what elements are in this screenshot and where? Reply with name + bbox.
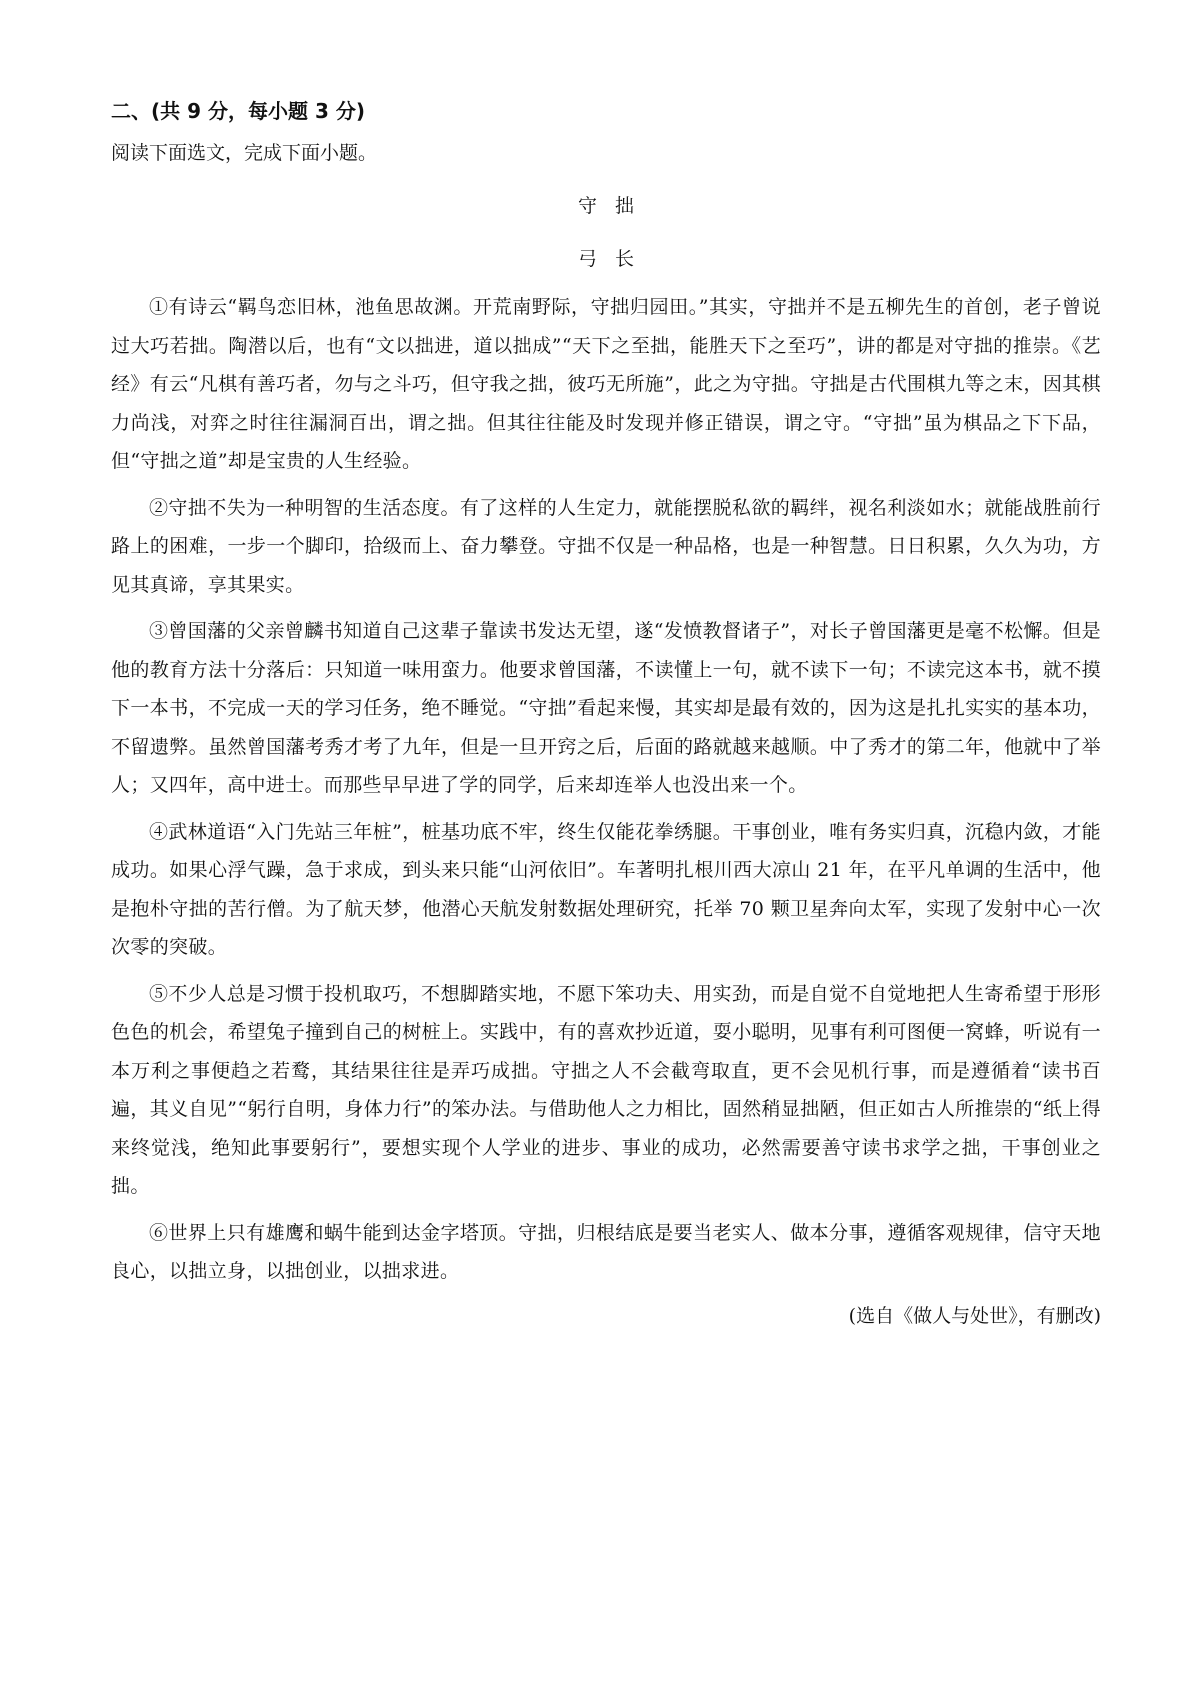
source-note: (选自《做人与处世》，有删改): [848, 1304, 1101, 1327]
paragraph-6: ⑥世界上只有雄鹰和蜗牛能到达金字塔顶。守拙，归根结底是要当老实人、做本分事，遵循客观规律，信守天地良心，以拙立身，以拙创业，以拙求进。: [111, 1221, 1101, 1282]
article-title: 守拙: [577, 195, 652, 217]
paragraph-5: ⑤不少人总是习惯于投机取巧，不想脚踏实地，不愿下笨功夫、用实劲，而是自觉不自觉地把人生寄希望于形形色色的机会，希望兔子撞到自己的树桩上。实践中，有的喜欢抄近道，耍小聪明，见事有利可图便一窝蜂，听说有一本万利之事便趋之若鹜，其结果往往是弄巧成拙。守拙之人不会截弯取直，更不会见机行事，而是遵循着“读书百遍，其义自见”“躬行自明，身体力行”的笨办法。与借助他人之力相比，固然稍显拙陋，但正如古人所推崇的“纸上得来终觉浅，绝知此事要躬行”，要想实现个人学业的进步、事业的成功，必然需要善守读书求学之拙，干事创业之拙。: [111, 982, 1101, 1197]
document-page: [111, 96, 1101, 1331]
article-author: 弓长: [577, 248, 652, 270]
paragraph-1: ①有诗云“羁鸟恋旧林，池鱼思故渊。开荒南野际，守拙归园田。”其实，守拙并不是五柳先生的首创，老子曾说过大巧若拙。陶潜以后，也有“文以拙进，道以拙成”“天下之至拙，能胜天下之至巧”，讲的都是对守拙的推崇。《艺经》有云“凡棋有善巧者，勿与之斗巧，但守我之拙，彼巧无所施”，此之为守拙。守拙是古代围棋九等之末，因其棋力尚浅，对弈之时往往漏洞百出，谓之拙。但其往往能及时发现并修正错误，谓之守。“守拙”虽为棋品之下下品，但“守拙之道”却是宝贵的人生经验。: [111, 296, 1101, 472]
paragraph-4: ④武林道语“入门先站三年桩”，桩基功底不牢，终生仅能花拳绣腿。干事创业，唯有务实归真，沉稳内敛，才能成功。如果心浮气躁，急于求成，到头来只能“山河依旧”。车著明扎根川西大凉山 21 年，在平凡单调的生活中，他是抱朴守拙的苦行僧。为了航天梦，他潜心天航发射数据处理研究，托举 70 颗卫星奔向太军，实现了发射中心一次次零的突破。: [111, 820, 1101, 958]
section-heading: 二、(共 9 分，每小题 3 分): [111, 99, 365, 123]
paragraph-3: ③曾国藩的父亲曾麟书知道自己这辈子靠读书发达无望，遂“发愤教督诸子”，对长子曾国藩更是毫不松懈。但是他的教育方法十分落后：只知道一味用蛮力。他要求曾国藩，不读懂上一句，就不读下一句；不读完这本书，就不摸下一本书，不完成一天的学习任务，绝不睡觉。“守拙”看起来慢，其实却是最有效的，因为这是扎扎实实的基本功，不留遗弊。虽然曾国藩考秀才考了九年，但是一旦开窍之后，后面的路就越来越顺。中了秀才的第二年，他就中了举人；又四年，高中进士。而那些早早进了学的同学，后来却连举人也没出来一个。: [111, 620, 1101, 796]
reading-instruction: 阅读下面选文，完成下面小题。: [111, 142, 378, 164]
paragraph-2: ②守拙不失为一种明智的生活态度。有了这样的人生定力，就能摆脱私欲的羁绊，视名利淡如水；就能战胜前行路上的困难，一步一个脚印，拾级而上、奋力攀登。守拙不仅是一种品格，也是一种智慧。日日积累，久久为功，方见其真谛，享其果实。: [111, 496, 1101, 596]
